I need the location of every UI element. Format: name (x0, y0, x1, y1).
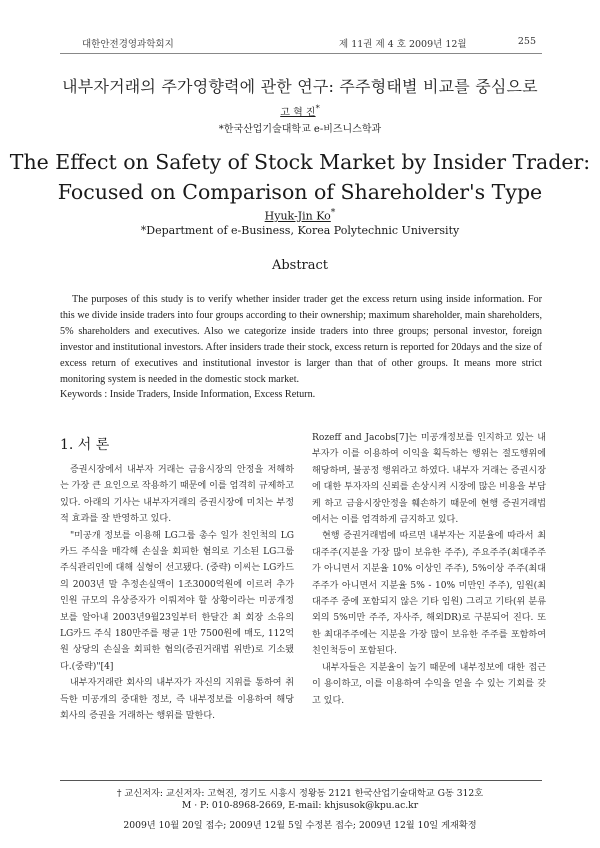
abstract-heading: Abstract (271, 258, 329, 273)
paragraph: 내부자거래란 회사의 내부자가 자신의 지위를 통하여 취득한 미공개의 중대한 정보, 즉 내부정보를 이용하여 해당 회사의 증권을 거래하는 행위를 말한다. (60, 678, 294, 722)
right-column (312, 430, 546, 709)
korean-author-name: 고 혁 진 (280, 107, 316, 119)
footnote-dates: 2009년 10월 20일 접수; 2009년 12월 5일 수정본 접수; 2009년 12월 10일 게재확정 (123, 820, 477, 831)
paragraph: "미공개 정보를 이용해 LG그룹 총수 일가 친인척의 LG카드 주식을 매각해 손실을 회피한 혐의로 기소된 LG그룹 주식관리인에 대해 실형이 선고됐다. (중략) 이씨는 LG카드의 2003년 말 추정손실액이 1조3000억원에 이르러 추가인원 규모의 유상증자가 이뤄져야 할 상황이라는 미공개정보를 알아내 2003년9월23일부터 한달간 최 회장 소유의 LG카드 주식 180만주를 평균 1만 7500원에 매도, 112억원 상당의 손실을 회피한 혐의(증권거래법 위반)로 기소됐다.(중략)"[4] (60, 530, 294, 672)
journal-name: 대한안전경영과학회지 (82, 39, 174, 50)
footnote-corresponding-author: † 교신저자: 교신저자: 고혁진, 경기도 시흥시 정왕동 2121 한국산업기술대학교 G동 312호 (116, 788, 484, 799)
abstract-text: The purposes of this study is to verify whether insider trader get the excess return using inside information. For this we divide inside traders into four groups according to their ownership; maximum shareholder, main shareholders, 5% shareholders and executives. Also we categorize inside traders into three groups; personal investor, foreign investor and institutional investors. After insiders trade their stock, excess return is reported for 20days and the size of excess return of executives and institutional investor is larger than that of other groups. It means more strict monitoring system is needed in the domestic stock market. (60, 294, 542, 385)
paragraph: 현행 증권거래법에 따르면 내부자는 지분율에 따라서 최대주주(지분을 가장 많이 보유한 주주), 주요주주(최대주주가 아니면서 지분율 10% 이상인 주주), 5%이상 주주(최대주주가 아니면서 지분율 5% - 10% 미만인 주주), 임원(최대주주 중에 포함되지 않은 기타 임원) 그리고 기타(위 분류외의 5%미만 주주, 자사주, 해외DR)로 구분되어 진다. 또한 최대주주에는 지분을 가장 많이 보유한 주주를 포함하여 친인척등이 포함된다. (312, 531, 546, 657)
english-author-mark: * (330, 207, 336, 218)
running-header (0, 36, 600, 50)
english-author (0, 207, 600, 223)
paragraph: 내부자들은 지분율이 높기 때문에 내부정보에 대한 접근이 용이하고, 이를 이용하여 수익을 얻을 수 있는 기회를 갖고 있다. (312, 662, 546, 706)
korean-author-mark: * (315, 103, 320, 113)
issue-info: 제 11권 제 4 호 2009년 12월 (339, 39, 467, 50)
korean-affiliation: *한국산업기술대학교 e-비즈니스학과 (218, 124, 382, 135)
paragraph: 증권시장에서 내부자 거래는 금융시장의 안정을 저해하는 가장 큰 요인으로 작용하기 때문에 이를 엄격히 규제하고 있다. 아래의 기사는 내부자거래의 증권시장에 미치는 부정적 효과를 잘 반영하고 있다. (60, 465, 294, 525)
korean-title: 내부자거래의 주가영향력에 관한 연구: 주주형태별 비교를 중심으로 (62, 77, 538, 96)
section-title: 1. 서 론 (60, 437, 110, 453)
left-column (60, 462, 294, 725)
keywords: Keywords : Inside Traders, Inside Information, Excess Return. (60, 389, 316, 401)
english-title-line-1: The Effect on Safety of Stock Market by Insider Trader: (9, 150, 591, 174)
footnote-rule (60, 780, 542, 781)
footnote-contact: M · P: 010-8968-2669, E-mail: khjsusok@kpu.ac.kr (181, 800, 419, 811)
korean-author (0, 103, 600, 118)
english-affiliation: *Department of e-Business, Korea Polytechnic University (140, 224, 460, 237)
english-author-name: Hyuk-Jin Ko (264, 209, 331, 223)
paragraph: Rozeff and Jacobs[7]는 미공개정보를 인지하고 있는 내부자가 이를 이용하여 이익을 획득하는 행위는 절도행위에 해당하며, 불공정 행위라고 하였다. 내부자 거래는 증권시장에 대한 투자자의 신뢰를 손상시켜 시장에 많은 비용을 부담케 하고 금융시장안정을 훼손하기 때문에 현행 증권거래법에서는 이를 엄격하게 금지하고 있다. (312, 433, 546, 526)
page-number: 255 (517, 36, 536, 47)
header-rule (60, 53, 542, 54)
english-title-line-2: Focused on Comparison of Shareholder's Type (57, 180, 543, 204)
abstract-block (60, 292, 542, 403)
